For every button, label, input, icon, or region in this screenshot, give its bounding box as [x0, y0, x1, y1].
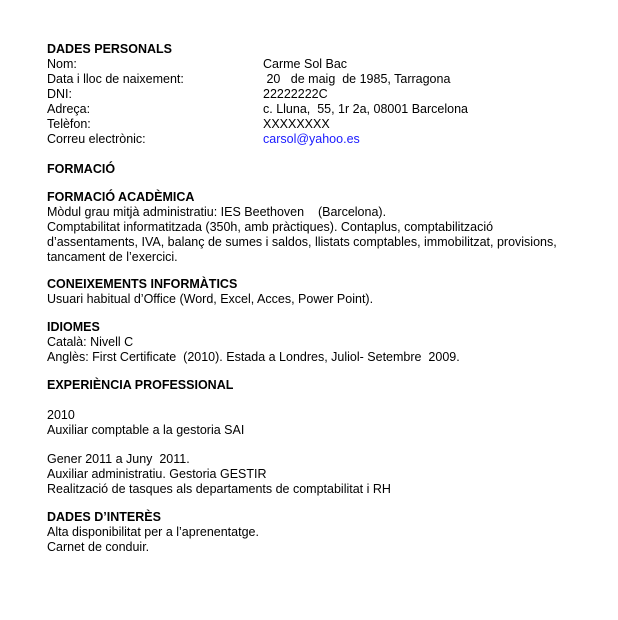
academica-line: d’assentaments, IVA, balanç de sumes i saldos, llistats comptables, immobilitzat, provisions, [47, 235, 557, 249]
email-link[interactable]: carsol@yahoo.es [263, 132, 360, 146]
name-label: Nom: [47, 57, 77, 71]
idiomes-line: Anglès: First Certificate (2010). Estada a Londres, Juliol- Setembre 2009. [47, 350, 460, 364]
job-title: Auxiliar comptable a la gestoria SAI [47, 423, 245, 437]
idiomes-heading: IDIOMES [47, 320, 100, 334]
job-date: 2010 [47, 408, 75, 422]
name-value: Carme Sol Bac [263, 57, 348, 71]
address-label: Adreça: [47, 102, 91, 116]
idiomes-line: Català: Nivell C [47, 335, 134, 349]
dni-value: 22222222C [263, 87, 328, 101]
job-date: Gener 2011 a Juny 2011. [47, 452, 190, 466]
formacio-heading: FORMACIÓ [47, 162, 116, 176]
informatics-heading: CONEIXEMENTS INFORMÀTICS [47, 277, 238, 291]
interes-heading: DADES D’INTERÈS [47, 510, 161, 524]
birth-label: Data i lloc de naixement: [47, 72, 184, 86]
experiencia-heading: EXPERIÈNCIA PROFESSIONAL [47, 378, 234, 392]
academica-line: tancament de l’exercici. [47, 250, 178, 264]
informatics-line: Usuari habitual d’Office (Word, Excel, Acces, Power Point). [47, 292, 374, 306]
interes-line: Carnet de conduir. [47, 540, 150, 554]
dni-label: DNI: [47, 87, 72, 101]
phone-label: Telèfon: [47, 117, 91, 131]
job-title: Auxiliar administratiu. Gestoria GESTIR [47, 467, 267, 481]
address-value: c. Lluna, 55, 1r 2a, 08001 Barcelona [263, 102, 469, 116]
academica-line: Comptabilitat informatitzada (350h, amb pràctiques). Contaplus, comptabilització [47, 220, 494, 234]
academica-line: Mòdul grau mitjà administratiu: IES Beethoven (Barcelona). [47, 205, 387, 219]
academica-heading: FORMACIÓ ACADÈMICA [47, 190, 195, 204]
interes-line: Alta disponibilitat per a l’aprenentatge. [47, 525, 259, 539]
birth-value: 20 de maig de 1985, Tarragona [263, 72, 451, 86]
job-description: Realització de tasques als departaments de comptabilitat i RH [47, 482, 391, 496]
personal-heading: DADES PERSONALS [47, 42, 173, 56]
email-label: Correu electrònic: [47, 132, 146, 146]
phone-value: XXXXXXXX [263, 117, 330, 131]
